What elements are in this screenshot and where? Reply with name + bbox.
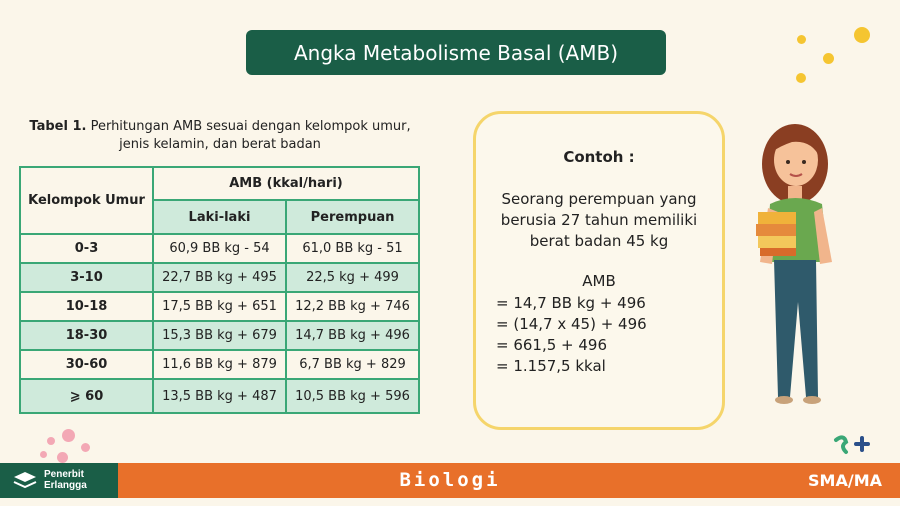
header-amb: AMB (kkal/hari) <box>153 167 419 200</box>
example-desc-line: berusia 27 tahun memiliki <box>500 211 698 229</box>
example-steps <box>496 293 647 377</box>
cell-male: 11,6 BB kg + 879 <box>153 350 286 379</box>
example-step: = 1.157,5 kkal <box>496 357 606 375</box>
header-male: Laki-laki <box>153 200 286 234</box>
header-age-group: Kelompok Umur <box>20 167 153 234</box>
example-step: = (14,7 x 45) + 496 <box>496 315 647 333</box>
cell-male: 13,5 BB kg + 487 <box>153 379 286 413</box>
decor-dot <box>47 437 55 445</box>
cell-female: 61,0 BB kg - 51 <box>286 234 419 263</box>
cell-age: 18-30 <box>20 321 153 350</box>
page-title: Angka Metabolisme Basal (AMB) <box>246 30 666 75</box>
publisher-name-line: Erlangga <box>44 480 87 491</box>
decor-dot <box>854 27 870 43</box>
decor-dot <box>796 73 806 83</box>
header-female: Perempuan <box>286 200 419 234</box>
table-row <box>20 379 419 413</box>
cell-age: 10-18 <box>20 292 153 321</box>
footer-stripe <box>0 498 900 506</box>
caption-label: Tabel 1. <box>29 119 87 134</box>
cell-male: 15,3 BB kg + 679 <box>153 321 286 350</box>
table-row <box>20 350 419 379</box>
cell-male: 17,5 BB kg + 651 <box>153 292 286 321</box>
caption-text: Perhitungan AMB sesuai dengan kelompok umur, jenis kelamin, dan berat badan <box>90 119 411 152</box>
cell-male: 60,9 BB kg - 54 <box>153 234 286 263</box>
table-caption <box>20 118 420 154</box>
table-row <box>20 321 419 350</box>
example-amb-label: AMB <box>582 272 616 290</box>
amb-table <box>19 166 420 414</box>
cell-female: 10,5 BB kg + 596 <box>286 379 419 413</box>
example-desc-line: Seorang perempuan yang <box>501 190 697 208</box>
cell-male: 22,7 BB kg + 495 <box>153 263 286 292</box>
table-row <box>20 263 419 292</box>
cell-age: 0-3 <box>20 234 153 263</box>
example-description <box>476 189 722 252</box>
decor-dot <box>81 443 90 452</box>
example-title: Contoh : <box>563 148 635 166</box>
example-box <box>473 111 725 430</box>
cell-female: 6,7 BB kg + 829 <box>286 350 419 379</box>
footer-subject: Biologi <box>399 469 501 491</box>
decor-dot <box>797 35 806 44</box>
table-row <box>20 234 419 263</box>
cell-female: 12,2 BB kg + 746 <box>286 292 419 321</box>
example-desc-line: berat badan 45 kg <box>529 232 669 250</box>
decor-dot <box>57 452 68 463</box>
example-step: = 14,7 BB kg + 496 <box>496 294 646 312</box>
table-row <box>20 292 419 321</box>
cell-age: ⩾ 60 <box>20 379 153 413</box>
cell-age: 3-10 <box>20 263 153 292</box>
cell-female: 14,7 BB kg + 496 <box>286 321 419 350</box>
cell-female: 22,5 kg + 499 <box>286 263 419 292</box>
cell-age: 30-60 <box>20 350 153 379</box>
publisher-name-line: Penerbit <box>44 469 85 480</box>
example-step: = 661,5 + 496 <box>496 336 608 354</box>
molecule-icon <box>832 432 872 462</box>
decor-dot <box>823 53 834 64</box>
decor-dot <box>40 451 47 458</box>
decor-dot <box>62 429 75 442</box>
footer-level: SMA/MA <box>808 471 882 490</box>
woman-illustration <box>752 112 842 412</box>
